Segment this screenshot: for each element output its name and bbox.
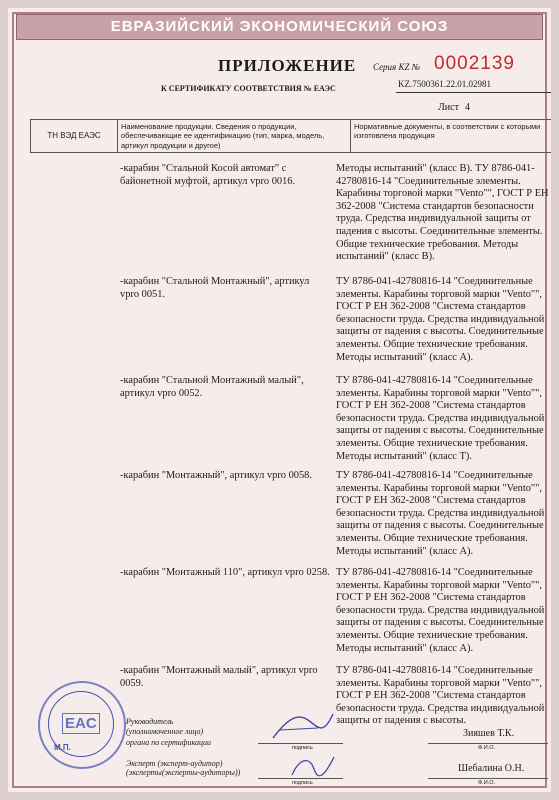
- product-name: -карабин "Стальной Монтажный малый", артикул vpro 0052.: [120, 375, 304, 399]
- handwritten-signature-icon: [288, 753, 338, 781]
- expert-sign-caption: подпись: [292, 780, 313, 786]
- product-name: -карабин "Монтажный", артикул vpro 0058.: [120, 470, 312, 481]
- head-label-sub: (уполномоченное лицо): [126, 727, 204, 736]
- sheet-label: Лист: [438, 102, 459, 113]
- certificate-underline: [396, 92, 554, 93]
- head-sign-caption: подпись: [292, 745, 313, 751]
- expert-fio-caption: Ф.И.О.: [478, 780, 495, 786]
- header-col-tnved: ТН ВЭД ЕАЭС: [31, 120, 118, 153]
- table-header: [30, 119, 556, 153]
- normative-docs: ТУ 8786-041-42780816-14 "Соединительные элементы. Карабины торговой марки "Vento"", ГОСТ Р ЕН 362-2008 "Система стандартов безопасности труда. Средства индивидуальной защиты от падения с высоты. Соединительные элементы. Общие технические требования. Методы испытаний" (класс Т).: [336, 375, 545, 462]
- normative-docs: Методы испытаний" (класс В). ТУ 8786-041-42780816-14 "Соединительные элементы. Карабины торговой марки "Vento"", ГОСТ Р ЕН 362-2008 "Система стандартов безопасности труда. Средства индивидуальной защиты от падения с высоты. Соединительные элементы. Общие технические требования. Методы испытаний" (класс В).: [336, 163, 549, 263]
- head-label: Руководитель: [126, 717, 174, 726]
- expert-name: Шебалина О.Н.: [458, 763, 525, 774]
- normative-docs: ТУ 8786-041-42780816-14 "Соединительные элементы. Карабины торговой марки "Vento"", ГОСТ Р ЕН 362-2008 "Система стандартов безопасности труда. Средства индивидуальной защиты от падения с высоты. Соединительные элементы. Общие технические требования. Методы испытаний" (класс А).: [336, 567, 545, 654]
- eac-mark-icon: EAC: [62, 713, 100, 734]
- normative-docs: ТУ 8786-041-42780816-14 "Соединительные элементы. Карабины торговой марки "Vento"", ГОСТ Р ЕН 362-2008 "Система стандартов безопасности труда. Средства индивидуальной защиты от падения с высоты. Соединительные элементы. Общие технические требования. Методы испытаний" (класс А).: [336, 470, 545, 557]
- sheet-indicator: [438, 102, 470, 113]
- header-col-norms: Нормативные документы, в соответствии с которыми изготовлена продукция: [351, 120, 556, 153]
- normative-docs: ТУ 8786-041-42780816-14 "Соединительные элементы. Карабины торговой марки "Vento"", ГОСТ Р ЕН 362-2008 "Система стандартов безопасности труда. Средства индивидуальной защиты от падения с высоты.: [336, 665, 545, 727]
- product-name: -карабин "Стальной Монтажный", артикул vpro 0051.: [120, 276, 310, 300]
- union-banner: ЕВРАЗИЙСКИЙ ЭКОНОМИЧЕСКИЙ СОЮЗ: [16, 14, 543, 40]
- serial-label: Серия KZ №: [373, 62, 421, 72]
- expert-name-line: [428, 778, 548, 779]
- expert-label: Эксперт (эксперт-аудитор): [126, 759, 223, 768]
- product-name: -карабин "Стальной Косой автомат" с байонетной муфтой, артикул vpro 0016.: [120, 163, 296, 187]
- expert-label-sub: (эксперты(эксперты-аудиторы)): [126, 768, 241, 777]
- head-fio-caption: Ф.И.О.: [478, 745, 495, 751]
- stamp-mp-label: М.П.: [54, 743, 71, 752]
- head-name-line: [428, 743, 548, 744]
- page-title: ПРИЛОЖЕНИЕ: [218, 56, 357, 75]
- serial-number: 0002139: [434, 53, 515, 74]
- head-name: Зияшев Т.К.: [463, 728, 515, 739]
- handwritten-signature-icon: [268, 708, 338, 744]
- normative-docs: ТУ 8786-041-42780816-14 "Соединительные элементы. Карабины торговой марки "Vento"", ГОСТ Р ЕН 362-2008 "Система стандартов безопасности труда. Средства индивидуальной защиты от падения с высоты. Соединительные элементы. Общие технические требования. Методы испытаний" (класс А).: [336, 276, 545, 363]
- certificate-number: KZ.7500361.22.01.02981: [398, 79, 491, 89]
- product-name: -карабин "Монтажный 110", артикул vpro 0258.: [120, 567, 330, 578]
- certificate-subtitle: К СЕРТИФИКАТУ СООТВЕТСТВИЯ № ЕАЭС: [161, 84, 336, 93]
- product-name: -карабин "Монтажный малый", артикул vpro 0059.: [120, 665, 318, 689]
- header-col-product: Наименование продукции. Сведения о продукции, обеспечивающие ее идентификацию (тип, марка, модель, артикул продукции и другое): [118, 120, 351, 153]
- sheet-number: 4: [464, 102, 470, 113]
- head-label-org: органа по сертификации: [126, 738, 211, 747]
